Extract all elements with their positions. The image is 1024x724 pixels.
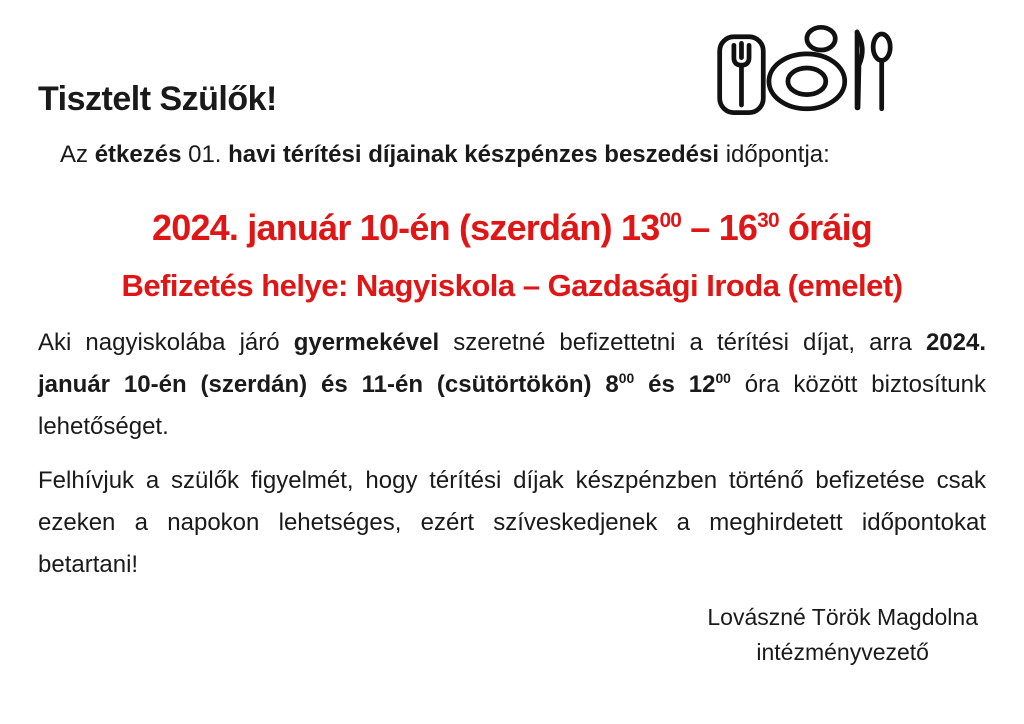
page-title: Tisztelt Szülők! xyxy=(38,80,277,118)
plate-inner xyxy=(788,68,826,95)
place-setting-icon xyxy=(714,20,894,118)
signature-block xyxy=(38,600,986,669)
paragraph-warning: Felhívjuk a szülők figyelmét, hogy térítési díjak készpénzben történő befizetése csak ezeken a napokon lehetséges, ezért szíveskedjenek a meghirdetett időpontokat betartani! xyxy=(38,467,986,579)
signature-inner xyxy=(707,600,986,669)
glass-shape xyxy=(807,27,835,50)
signature-name: Lovászné Török Magdolna xyxy=(707,604,978,631)
intro-paragraph: Az étkezés 01. havi térítési díjainak készpénzes beszedési időpontja: xyxy=(60,141,830,168)
payment-place-heading: Befizetés helye: Nagyiskola – Gazdasági Iroda (emelet) xyxy=(121,267,903,303)
payment-time-heading: 2024. január 10-én (szerdán) $13^{00} - 16^{30}$ óráig xyxy=(152,206,872,248)
signature-role: intézményvezető xyxy=(756,638,929,665)
spoon-bowl xyxy=(873,34,890,61)
paragraph-big-school-option: Aki nagyiskolába járó gyermekével szeretné befizettetni a térítési díjat, arra 2024. január 10-én (szerdán) és 11-én (csütörtökön) $8^{00}$ és $12^{00}$ óra között biztosítunk lehetőséget. xyxy=(38,329,987,441)
plate-outer xyxy=(769,54,845,109)
